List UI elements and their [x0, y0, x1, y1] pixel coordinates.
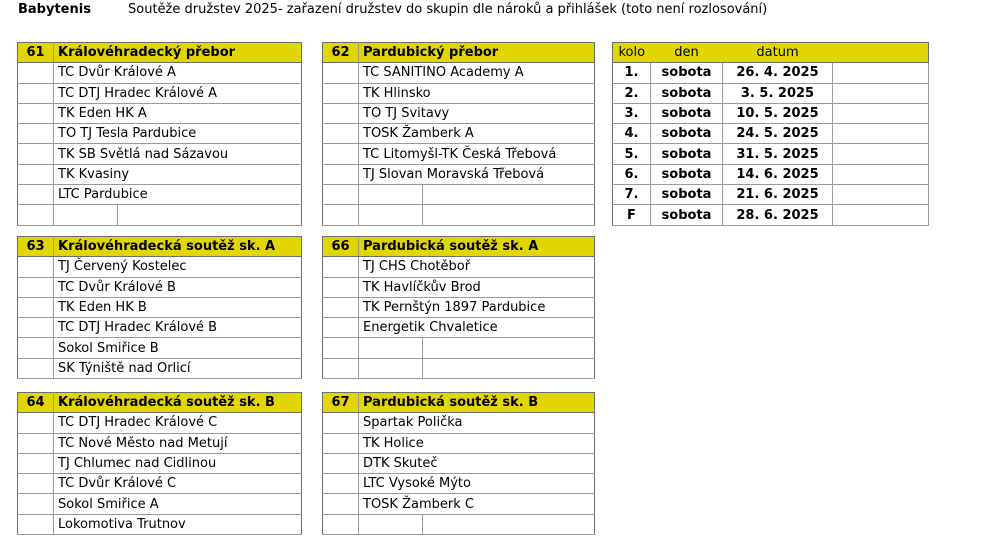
team-name: Sokol Smiřice B — [54, 338, 302, 358]
group-number: 64 — [18, 393, 54, 413]
empty-cell — [833, 164, 929, 184]
team-name: Energetik Chvaletice — [359, 318, 595, 338]
row-number-cell — [323, 185, 359, 205]
group-header-row — [18, 393, 302, 413]
round-number: 2. — [613, 83, 651, 103]
table-row — [18, 453, 302, 473]
group-number: 67 — [323, 393, 359, 413]
schedule-table — [612, 42, 929, 226]
table-row — [323, 103, 595, 123]
team-name: Spartak Polička — [359, 413, 595, 433]
round-day: sobota — [651, 185, 723, 205]
header-den: den — [651, 43, 723, 63]
table-row — [18, 277, 302, 297]
row-number-cell — [18, 124, 54, 144]
group-table-64 — [17, 392, 302, 535]
table-row — [323, 494, 595, 514]
schedule-row — [613, 144, 929, 164]
team-name: Sokol Smiřice A — [54, 494, 302, 514]
round-date: 21. 6. 2025 — [723, 185, 833, 205]
table-row — [18, 185, 302, 205]
table-row — [323, 338, 595, 358]
team-name: TO TJ Svitavy — [359, 103, 595, 123]
group-name: Královéhradecká soutěž sk. A — [54, 237, 302, 257]
table-row — [323, 185, 595, 205]
table-row — [18, 318, 302, 338]
team-name: TJ Chlumec nad Cidlinou — [54, 453, 302, 473]
row-number-cell — [323, 297, 359, 317]
table-row — [18, 358, 302, 378]
round-number: 3. — [613, 103, 651, 123]
table-row — [18, 63, 302, 83]
empty-cell — [423, 514, 595, 534]
table-row — [323, 413, 595, 433]
row-number-cell — [323, 338, 359, 358]
round-date: 28. 6. 2025 — [723, 205, 833, 225]
group-number: 62 — [323, 43, 359, 63]
table-row — [323, 83, 595, 103]
round-date: 26. 4. 2025 — [723, 63, 833, 83]
empty-cell — [359, 185, 423, 205]
schedule-row — [613, 83, 929, 103]
round-number: 5. — [613, 144, 651, 164]
group-table-67 — [322, 392, 595, 535]
empty-cell — [423, 205, 595, 225]
team-name: TK Holice — [359, 433, 595, 453]
table-row — [323, 433, 595, 453]
group-number: 63 — [18, 237, 54, 257]
header-empty — [833, 43, 929, 63]
table-row — [18, 514, 302, 534]
empty-cell — [833, 144, 929, 164]
row-number-cell — [18, 277, 54, 297]
row-number-cell — [18, 257, 54, 277]
schedule-row — [613, 124, 929, 144]
table-row — [18, 297, 302, 317]
schedule-row — [613, 205, 929, 225]
table-row — [323, 453, 595, 473]
empty-cell — [833, 205, 929, 225]
empty-cell — [423, 358, 595, 378]
row-number-cell — [18, 453, 54, 473]
table-row — [18, 338, 302, 358]
team-name: TC DTJ Hradec Králové C — [54, 413, 302, 433]
team-name: TC Dvůr Králové B — [54, 277, 302, 297]
round-day: sobota — [651, 103, 723, 123]
empty-cell — [833, 63, 929, 83]
table-row — [323, 63, 595, 83]
table-row — [323, 514, 595, 534]
row-number-cell — [18, 318, 54, 338]
group-header-row — [323, 237, 595, 257]
team-name: TO TJ Tesla Pardubice — [54, 124, 302, 144]
empty-cell — [54, 205, 118, 225]
row-number-cell — [323, 358, 359, 378]
table-row — [323, 257, 595, 277]
row-number-cell — [323, 63, 359, 83]
group-name: Pardubický přebor — [359, 43, 595, 63]
group-table-61 — [17, 42, 302, 226]
round-date: 3. 5. 2025 — [723, 83, 833, 103]
round-date: 31. 5. 2025 — [723, 144, 833, 164]
row-number-cell — [18, 474, 54, 494]
sport-title: Babytenis — [18, 2, 91, 17]
row-number-cell — [18, 205, 54, 225]
table-row — [18, 103, 302, 123]
document-title: Soutěže družstev 2025- zařazení družstev do skupin dle nároků a přihlášek (toto není rozlosování) — [128, 2, 768, 17]
row-number-cell — [18, 433, 54, 453]
round-date: 14. 6. 2025 — [723, 164, 833, 184]
team-name: TK Eden HK B — [54, 297, 302, 317]
group-name: Pardubická soutěž sk. A — [359, 237, 595, 257]
round-day: sobota — [651, 144, 723, 164]
team-name: LTC Pardubice — [54, 185, 302, 205]
team-name: TK SB Světlá nad Sázavou — [54, 144, 302, 164]
row-number-cell — [18, 185, 54, 205]
row-number-cell — [18, 358, 54, 378]
table-row — [323, 164, 595, 184]
group-table-66 — [322, 236, 595, 379]
row-number-cell — [18, 144, 54, 164]
team-name: TC Dvůr Králové C — [54, 474, 302, 494]
team-name: SK Týniště nad Orlicí — [54, 358, 302, 378]
table-row — [18, 433, 302, 453]
row-number-cell — [323, 83, 359, 103]
team-name: TJ Červený Kostelec — [54, 257, 302, 277]
table-row — [323, 144, 595, 164]
table-row — [323, 297, 595, 317]
row-number-cell — [323, 144, 359, 164]
row-number-cell — [323, 413, 359, 433]
row-number-cell — [18, 103, 54, 123]
row-number-cell — [18, 494, 54, 514]
round-day: sobota — [651, 63, 723, 83]
group-header-row — [323, 43, 595, 63]
schedule-row — [613, 63, 929, 83]
round-number: 1. — [613, 63, 651, 83]
table-row — [323, 474, 595, 494]
team-name: TK Eden HK A — [54, 103, 302, 123]
table-row — [18, 257, 302, 277]
table-row — [18, 205, 302, 225]
row-number-cell — [18, 63, 54, 83]
group-table-63 — [17, 236, 302, 379]
row-number-cell — [323, 277, 359, 297]
team-name: TC SANITINO Academy A — [359, 63, 595, 83]
team-name: TJ CHS Chotěboř — [359, 257, 595, 277]
row-number-cell — [323, 474, 359, 494]
table-row — [323, 124, 595, 144]
table-row — [323, 205, 595, 225]
table-row — [18, 124, 302, 144]
empty-cell — [359, 514, 423, 534]
table-row — [323, 277, 595, 297]
row-number-cell — [18, 413, 54, 433]
empty-cell — [833, 103, 929, 123]
schedule-row — [613, 164, 929, 184]
table-row — [323, 318, 595, 338]
team-name: TOSK Žamberk C — [359, 494, 595, 514]
row-number-cell — [323, 494, 359, 514]
table-row — [18, 83, 302, 103]
table-row — [18, 494, 302, 514]
row-number-cell — [18, 83, 54, 103]
team-name: TC Dvůr Králové A — [54, 63, 302, 83]
empty-cell — [359, 338, 423, 358]
team-name: TC Litomyšl-TK Česká Třebová — [359, 144, 595, 164]
row-number-cell — [323, 514, 359, 534]
table-row — [18, 144, 302, 164]
team-name: TJ Slovan Moravská Třebová — [359, 164, 595, 184]
row-number-cell — [18, 338, 54, 358]
team-name: TK Hlinsko — [359, 83, 595, 103]
round-date: 24. 5. 2025 — [723, 124, 833, 144]
empty-cell — [833, 185, 929, 205]
team-name: Lokomotiva Trutnov — [54, 514, 302, 534]
team-name: LTC Vysoké Mýto — [359, 474, 595, 494]
team-name: TK Havlíčkův Brod — [359, 277, 595, 297]
round-day: sobota — [651, 164, 723, 184]
team-name: TOSK Žamberk A — [359, 124, 595, 144]
schedule-header-row — [613, 43, 929, 63]
empty-cell — [423, 185, 595, 205]
empty-cell — [833, 83, 929, 103]
row-number-cell — [323, 205, 359, 225]
team-name: TC DTJ Hradec Králové A — [54, 83, 302, 103]
group-number: 66 — [323, 237, 359, 257]
row-number-cell — [18, 164, 54, 184]
row-number-cell — [323, 257, 359, 277]
row-number-cell — [323, 164, 359, 184]
empty-cell — [118, 205, 302, 225]
round-day: sobota — [651, 205, 723, 225]
schedule-row — [613, 103, 929, 123]
team-name: TC DTJ Hradec Králové B — [54, 318, 302, 338]
header-datum: datum — [723, 43, 833, 63]
round-day: sobota — [651, 83, 723, 103]
group-name: Pardubická soutěž sk. B — [359, 393, 595, 413]
round-number: 6. — [613, 164, 651, 184]
empty-cell — [833, 124, 929, 144]
row-number-cell — [323, 124, 359, 144]
schedule-row — [613, 185, 929, 205]
team-name: DTK Skuteč — [359, 453, 595, 473]
group-name: Královéhradecký přebor — [54, 43, 302, 63]
group-header-row — [18, 237, 302, 257]
round-date: 10. 5. 2025 — [723, 103, 833, 123]
group-table-62 — [322, 42, 595, 226]
round-number: 7. — [613, 185, 651, 205]
row-number-cell — [323, 103, 359, 123]
empty-cell — [423, 338, 595, 358]
row-number-cell — [18, 514, 54, 534]
round-number: 4. — [613, 124, 651, 144]
empty-cell — [359, 358, 423, 378]
team-name: TC Nové Město nad Metují — [54, 433, 302, 453]
group-number: 61 — [18, 43, 54, 63]
table-row — [18, 474, 302, 494]
team-name: TK Pernštýn 1897 Pardubice — [359, 297, 595, 317]
group-header-row — [18, 43, 302, 63]
team-name: TK Kvasiny — [54, 164, 302, 184]
round-number: F — [613, 205, 651, 225]
empty-cell — [359, 205, 423, 225]
row-number-cell — [323, 433, 359, 453]
table-row — [18, 164, 302, 184]
header-kolo: kolo — [613, 43, 651, 63]
row-number-cell — [323, 453, 359, 473]
table-row — [18, 413, 302, 433]
row-number-cell — [18, 297, 54, 317]
group-name: Královéhradecká soutěž sk. B — [54, 393, 302, 413]
group-header-row — [323, 393, 595, 413]
round-day: sobota — [651, 124, 723, 144]
row-number-cell — [323, 318, 359, 338]
table-row — [323, 358, 595, 378]
